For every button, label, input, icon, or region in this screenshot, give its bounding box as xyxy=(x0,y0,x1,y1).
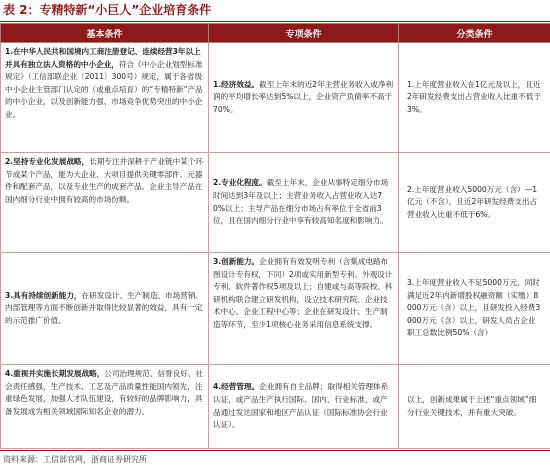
category-cell: 3.上年度营业收入不足5000万元，同时满足近2年内新增股权融资额（实缴）8000万元（含）以上，且研发投入经费3000万元（含）以上，研发人员占企业职工总数比例50%（含） xyxy=(399,253,550,365)
basic-lead: 4.重视并实施长期发展战略， xyxy=(5,369,105,378)
table-row xyxy=(1,153,550,253)
special-text: 企业拥有自主品牌；取得相关管理体系认证，或产品生产执行国际、国内、行业标准，或产品通过发达国家和地区产品认证（国际标准协会行业认证）。 xyxy=(213,382,389,430)
header-category: 分类条件 xyxy=(399,24,550,43)
basic-text: 在研发设计、生产制造、市场营销、内部管理等方面不断创新并取得比较显著的效益，具有一定的示范推广价值。 xyxy=(5,290,204,325)
basic-text: 符合《中小企业划型标准规定》（工信部联企业〔2011〕300号）规定，属于各省级中小企业主管部门认定的（或重点培育）的“专精特新”产品的中小企业，以及创新能力强、市场竞争优势突出的中小企业。 xyxy=(5,59,203,119)
basic-lead: 1.在中华人民共和国境内工商注册登记、连续经营3年以上并具有独立法人资格的中小企业， xyxy=(5,47,201,69)
header-row xyxy=(1,24,550,43)
table-row xyxy=(1,253,550,365)
basic-cell xyxy=(1,43,209,153)
table-row xyxy=(1,365,550,449)
basic-cell xyxy=(1,153,209,253)
basic-cell xyxy=(1,253,209,365)
basic-text: 公司治理规范、信誉良好、社会责任感强，生产技术、工艺及产品质量性能国内领先，注重绿色发展，加强人才队伍建设，有较好的品牌影响力，具备发展成为相关领域国际知名企业的潜力。 xyxy=(5,369,204,416)
table-row xyxy=(1,43,550,153)
category-cell: 2.上年度营业收入5000万元（含）—1亿元（不含），且近2年研发经费支出占营业收入比重不低于6%。 xyxy=(399,153,550,253)
special-text: 截至上年末，企业从事特定细分市场时间达到3年及以上；主营业务收入占营业收入达70%以上；主导产品在细分市场占有率位于全省前3位，且在国内细分行业中享有较高知名度和影响力。 xyxy=(213,178,389,226)
conditions-table xyxy=(0,23,550,449)
special-cell xyxy=(209,153,399,253)
special-lead: 2.专业化程度。 xyxy=(213,178,267,188)
header-special: 专项条件 xyxy=(209,24,399,43)
special-cell xyxy=(209,43,399,153)
basic-cell xyxy=(1,365,209,449)
basic-lead: 3.具有持续创新能力， xyxy=(5,290,82,300)
bottom-divider xyxy=(0,450,550,451)
title-divider xyxy=(0,21,550,22)
basic-text: 长期专注并深耕于产业链中某个环节或某个产品，能为大企业、大项目提供关键零部件、元器件和配套产品，以及专业生产的成套产品。企业主导产品在国内细分行业中拥有较高的市场份额。 xyxy=(5,157,204,204)
special-lead: 1.经济效益。 xyxy=(213,79,260,89)
special-lead: 3.创新能力。 xyxy=(213,257,260,266)
special-cell xyxy=(209,365,399,449)
basic-lead: 2.坚持专业化发展战略， xyxy=(5,157,90,166)
special-cell xyxy=(209,253,399,365)
category-cell: 以上，创新成果属于上述“重点领域”细分行业关键技术，并有重大突破。 xyxy=(399,365,550,449)
source-note: 资料来源：工信部官网，浙商证券研究所 xyxy=(3,455,147,464)
table-title: 表 2：专精特新“小巨人”企业培育条件 xyxy=(3,3,212,17)
special-text: 企业拥有有效发明专利（含集成电路布图设计专有权，下同）2项或实用新型专利、外观设计专利、软件著作权5项及以上；自建或与高等院校、科研机构联合建立研发机构，设立技术研究院、企业技术中心、企业工程中心等；企业在研发设计、生产制造等环节，至少1项核心业务采用信息系统支撑。 xyxy=(213,257,393,329)
category-cell: 1.上年度营业收入在1亿元及以上，且近2年研发经费支出占营业收入比重不低于3%。 xyxy=(399,43,550,153)
header-basic: 基本条件 xyxy=(1,24,209,43)
special-lead: 4.经营管理。 xyxy=(213,382,260,392)
special-text: 截至上年末的近2年主营业务收入或净利润的平均增长率达到5%以上，企业资产负债率不高于70%。 xyxy=(213,79,394,114)
